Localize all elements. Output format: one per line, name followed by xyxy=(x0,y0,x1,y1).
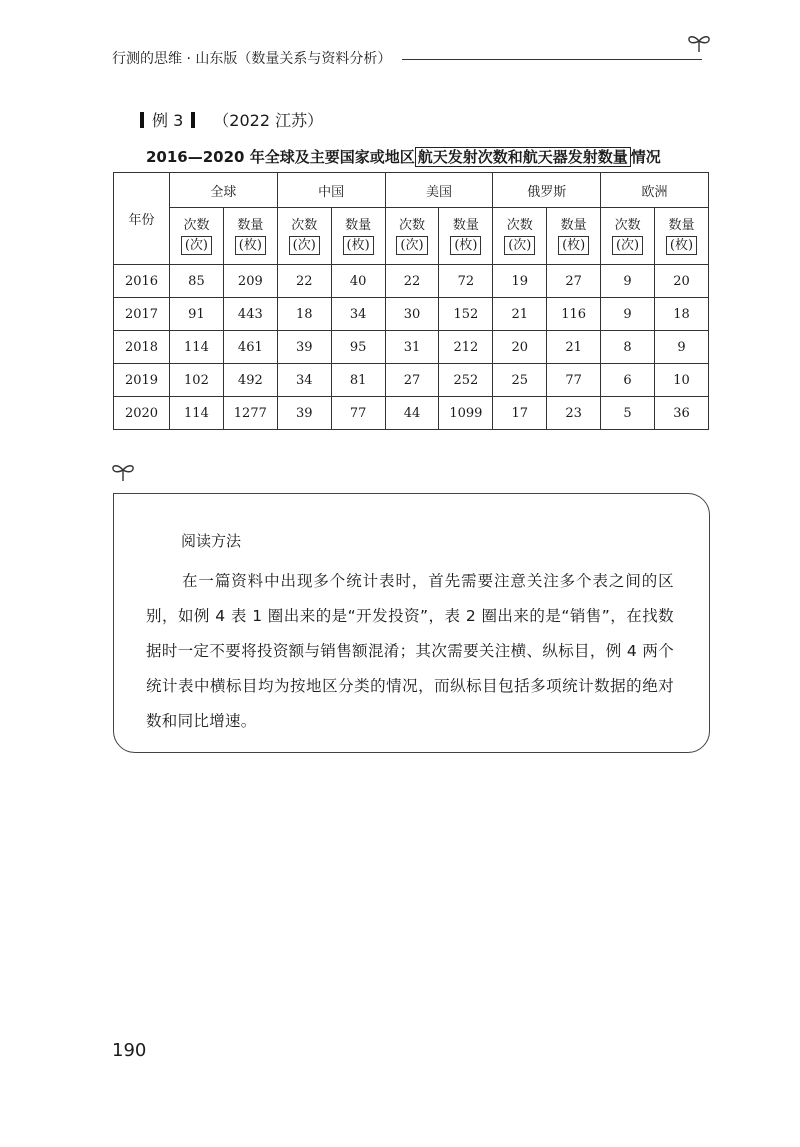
value-cell: 85 xyxy=(170,265,224,298)
region-header: 俄罗斯 xyxy=(493,173,601,208)
table-body xyxy=(114,265,709,430)
value-cell: 27 xyxy=(385,364,439,397)
value-cell: 212 xyxy=(439,331,493,364)
year-cell: 2016 xyxy=(114,265,170,298)
year-cell: 2018 xyxy=(114,331,170,364)
sprout-icon xyxy=(110,460,136,482)
example-number: 例 3 xyxy=(152,111,184,130)
value-cell: 1277 xyxy=(223,397,277,430)
year-cell: 2017 xyxy=(114,298,170,331)
value-cell: 9 xyxy=(601,298,655,331)
sub-header-row xyxy=(114,208,709,265)
count-unit: (次) xyxy=(504,236,535,255)
value-cell: 152 xyxy=(439,298,493,331)
value-cell: 17 xyxy=(493,397,547,430)
value-cell: 252 xyxy=(439,364,493,397)
sprout-icon xyxy=(686,32,712,54)
table-row xyxy=(114,298,709,331)
region-header: 欧洲 xyxy=(601,173,709,208)
amount-header xyxy=(655,208,709,265)
table-row xyxy=(114,397,709,430)
table-title-boxed: 航天发射次数和航天器发射数量 xyxy=(415,147,631,167)
page-number: 190 xyxy=(112,1040,147,1061)
count-label: 次数 xyxy=(399,218,426,233)
value-cell: 36 xyxy=(655,397,709,430)
count-unit: (次) xyxy=(396,236,427,255)
value-cell: 9 xyxy=(655,331,709,364)
header-title: 行测的思维 · 山东版（数量关系与资料分析） xyxy=(112,51,392,67)
year-header: 年份 xyxy=(114,173,170,265)
value-cell: 22 xyxy=(385,265,439,298)
value-cell: 10 xyxy=(655,364,709,397)
value-cell: 461 xyxy=(223,331,277,364)
count-label: 次数 xyxy=(291,218,318,233)
value-cell: 25 xyxy=(493,364,547,397)
region-header: 美国 xyxy=(385,173,493,208)
region-header: 中国 xyxy=(277,173,385,208)
amount-label: 数量 xyxy=(560,218,587,233)
amount-unit: (枚) xyxy=(235,236,266,255)
running-header xyxy=(112,48,718,72)
year-cell: 2020 xyxy=(114,397,170,430)
amount-label: 数量 xyxy=(452,218,479,233)
value-cell: 77 xyxy=(331,397,385,430)
value-cell: 23 xyxy=(547,397,601,430)
header-rule xyxy=(402,59,702,60)
table-row xyxy=(114,364,709,397)
value-cell: 9 xyxy=(601,265,655,298)
table-title-prefix: 2016—2020 年全球及主要国家或地区 xyxy=(146,148,415,166)
value-cell: 21 xyxy=(493,298,547,331)
value-cell: 114 xyxy=(170,397,224,430)
value-cell: 8 xyxy=(601,331,655,364)
value-cell: 1099 xyxy=(439,397,493,430)
example-label xyxy=(140,108,323,131)
count-unit: (次) xyxy=(612,236,643,255)
value-cell: 18 xyxy=(277,298,331,331)
amount-unit: (枚) xyxy=(450,236,481,255)
value-cell: 19 xyxy=(493,265,547,298)
value-cell: 22 xyxy=(277,265,331,298)
value-cell: 27 xyxy=(547,265,601,298)
amount-header xyxy=(547,208,601,265)
value-cell: 91 xyxy=(170,298,224,331)
value-cell: 34 xyxy=(277,364,331,397)
value-cell: 31 xyxy=(385,331,439,364)
count-unit: (次) xyxy=(181,236,212,255)
value-cell: 6 xyxy=(601,364,655,397)
value-cell: 34 xyxy=(331,298,385,331)
table-title-suffix: 情况 xyxy=(630,148,661,166)
count-header xyxy=(601,208,655,265)
value-cell: 18 xyxy=(655,298,709,331)
count-unit: (次) xyxy=(289,236,320,255)
count-label: 次数 xyxy=(614,218,641,233)
table-row xyxy=(114,331,709,364)
label-bar-right xyxy=(191,112,195,128)
launch-table xyxy=(113,172,709,430)
value-cell: 95 xyxy=(331,331,385,364)
amount-unit: (枚) xyxy=(558,236,589,255)
amount-header xyxy=(223,208,277,265)
count-header xyxy=(493,208,547,265)
amount-label: 数量 xyxy=(345,218,372,233)
value-cell: 81 xyxy=(331,364,385,397)
value-cell: 40 xyxy=(331,265,385,298)
value-cell: 102 xyxy=(170,364,224,397)
amount-label: 数量 xyxy=(668,218,695,233)
table-row xyxy=(114,265,709,298)
count-header xyxy=(277,208,331,265)
reading-body: 在一篇资料中出现多个统计表时，首先需要注意关注多个表之间的区别，如例 4 表 1 圈出来的是“开发投资”，表 2 圈出来的是“销售”，在找数据时一定不要将投资额与销售额混淆；其次需要关注横、纵标目，例 4 两个统计表中横标目均为按地区分类的情况，而纵标目包括多项统计数据的绝对数和同比增速。 xyxy=(146,572,674,730)
region-header: 全球 xyxy=(170,173,278,208)
example-source: （2022 江苏） xyxy=(213,111,324,130)
value-cell: 20 xyxy=(493,331,547,364)
count-header xyxy=(170,208,224,265)
amount-label: 数量 xyxy=(237,218,264,233)
amount-header xyxy=(439,208,493,265)
value-cell: 116 xyxy=(547,298,601,331)
value-cell: 209 xyxy=(223,265,277,298)
value-cell: 443 xyxy=(223,298,277,331)
value-cell: 30 xyxy=(385,298,439,331)
value-cell: 21 xyxy=(547,331,601,364)
label-bar-left xyxy=(140,112,144,128)
value-cell: 44 xyxy=(385,397,439,430)
value-cell: 492 xyxy=(223,364,277,397)
value-cell: 72 xyxy=(439,265,493,298)
count-label: 次数 xyxy=(506,218,533,233)
region-header-row xyxy=(114,173,709,208)
value-cell: 39 xyxy=(277,331,331,364)
count-header xyxy=(385,208,439,265)
value-cell: 20 xyxy=(655,265,709,298)
value-cell: 114 xyxy=(170,331,224,364)
count-label: 次数 xyxy=(183,218,210,233)
year-cell: 2019 xyxy=(114,364,170,397)
amount-unit: (枚) xyxy=(666,236,697,255)
amount-unit: (枚) xyxy=(343,236,374,255)
value-cell: 39 xyxy=(277,397,331,430)
value-cell: 5 xyxy=(601,397,655,430)
amount-header xyxy=(331,208,385,265)
value-cell: 77 xyxy=(547,364,601,397)
reading-title: 阅读方法 xyxy=(181,532,242,550)
table-title xyxy=(146,146,661,167)
